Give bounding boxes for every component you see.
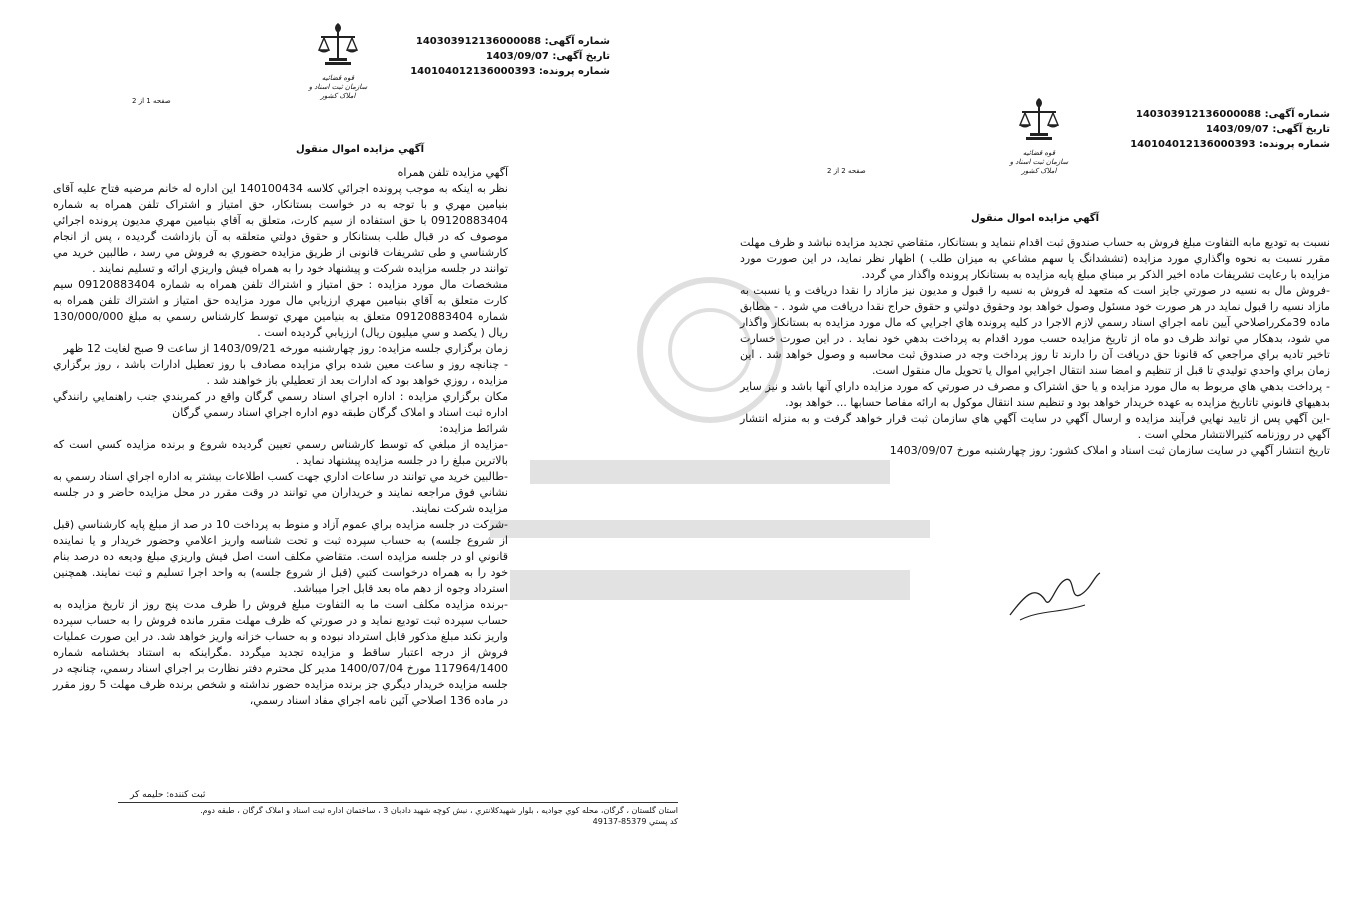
scales-of-justice-icon bbox=[1016, 95, 1062, 143]
scales-of-justice-icon bbox=[315, 20, 361, 68]
document-title: آگهي مزايده اموال منقول bbox=[295, 144, 425, 155]
announcement-body bbox=[53, 165, 508, 709]
paragraph: تاريخ انتشار آگهي در سايت سازمان ثبت اسناد و املاک كشور: روز چهارشنبه مورخ 1403/09/07 bbox=[889, 444, 1330, 457]
paragraph: -مزايده از مبلغي كه توسط كارشناس رسمي تعيين گرديده شروع و برنده مزايده كسي است كه بالاترين مبلغ را در جلسه مزايده پيشنهاد نمايد . bbox=[53, 438, 508, 467]
paragraph: -برنده مزايده مكلف است ما به التفاوت مبلغ فروش را ظرف مدت پنج روز از تاريخ مزايده به حساب سپرده ثبت توديع نمايد و در صورتي كه ظرف مهلت مقرر مانده فروش را به حساب سپرده واريز نكند مبلغ مذكور قابل استرداد نبوده و به حساب خزانه واريز خواهد شد. در اين صورت عمليات فروش از درجه اعتبار ساقط و مزايده تجديد ميگردد .مگراينكه به استناد بخشنامه شماره 117964/1400 مورخ 1400/07/04 مدير كل محترم دفتر نظارت بر اجراي اسناد رسمي، چنانچه در جلسه مزايده خريدار ديگري جز برنده مزايده حضور نداشته و شخص برنده ظرف مهلت 5 روز مقرر در ماده 136 اصلاحي آئين نامه اجراي مفاد اسناد رسمي، bbox=[53, 598, 508, 707]
announcement-body bbox=[740, 235, 1330, 459]
header-meta bbox=[1130, 107, 1330, 152]
paragraph: -فروش مال به نسيه در صورتي جايز است كه متعهد له فروش به نسيه را قبول و مديون نيز مازاد را نقدا دريافت و يا نسبت به مازاد نسيه را قبول نمايد در هر صورت خود مسئول وصول خواهد بود وحقوق دولتي و حقوق حراج نقدا دريافت مي شود . - مطابق ماده 39مكرراصلاحي آيين نامه اجراي اسناد رسمي لازم الاجرا در كليه پرونده هاي اجرايي كه مال مورد مزايده به بستانكار واگذار مي شود، بدهكار مي تواند ظرف دو ماه از تاريخ مزايده حسب مورد اقدام به پرداخت بدهي خود نمايد . در اين صورت خسارت تاخير تاديه براي مراجعي كه قانونا حق دريافت آن را دارند تا روز پرداخت وجه در صندوق ثبت محاسبه و وصول خواهد شد . اين زمان براي واحدي توليدي تا قبل از تنظيم و امضا سند انتقال اجرايي اموال يا تحويل مال منقول است. bbox=[740, 284, 1330, 377]
organization-name: سازمان ثبت اسناد و املاک کشور bbox=[308, 83, 368, 100]
ad-number: شماره آگهی: 140303912136000088 bbox=[1135, 109, 1330, 120]
paragraph: -طالبين خريد مي توانند در ساعات اداري جهت كسب اطلاعات بيشتر به اداره اجراي اسناد رسمي به نشاني فوق مراجعه نمايند و خريداران مي توانند در وقت مقرر در محل مزايده حاضر و در جلسه مزايده شركت نمايند. bbox=[53, 470, 508, 515]
ad-number: شماره آگهی: 140303912136000088 bbox=[415, 36, 610, 47]
judiciary-name: قوه قضائیه bbox=[1022, 149, 1056, 157]
emblem-caption bbox=[302, 74, 374, 101]
paragraph: شرائط مزايده: bbox=[439, 422, 508, 435]
paragraph: نسبت به توديع مابه التفاوت مبلغ فروش به حساب صندوق ثبت اقدام ننمايد و بستانكار، متقاضي تجديد مزايده نباشد و ظرف مهلت مقرر نسبت به نحوه واگذاري مورد مزايده (تششدانگ يا سهم مشاعي به ميزان طلب ) اظهار نظر نمايد، در اين صورت مورد مزايده با رعايت تشريفات ماده اخير الذكر بر مبناي مبلغ پايه مزايده به بستانكار پرونده واگذار مي گردد. bbox=[740, 236, 1330, 281]
organization-name: سازمان ثبت اسناد و املاک کشور bbox=[1009, 158, 1069, 175]
registrar: ثبت كننده: حليمه كر bbox=[130, 790, 206, 800]
document-title: آگهي مزايده اموال منقول bbox=[970, 213, 1100, 224]
paragraph: مكان برگزاري مزايده : اداره اجراي اسناد رسمي گرگان واقع در كمربندي جنب راهنمايي رانندگي اداره ثبت اسناد و املاک گرگان طبقه دوم اداره اجراي اسناد رسمي گرگان bbox=[53, 390, 508, 419]
postal-code: كد پستي 85379-49137 bbox=[592, 817, 678, 826]
announcement-page-2 bbox=[735, 95, 1335, 565]
paragraph: نظر به اینکه به موجب پرونده اجرائي كلاسه 140100434 این اداره له خانم مرضيه فتاح علیه آقای بنیامین مهري و با توجه به در خواست بستانكار، حق امتیاز و اشتراک تلفن همراه به شماره 09120883404 با حق استفاده از سيم كارت، متعلق به آقاي بنيامين مهري مديون پرونده اجرائي موصوف كه در قبال طلب بستانكار و حقوق دولتي متعلقه به آن بازداشت گرديده ، پس از انجام كارشناسي و طی تشریفات قانونی از طريق مزايده حضوري به فروش مي رسد ، طالبين خريد مي توانند در جلسه مزايده شركت و پيشنهاد خود را به همراه فيش واريزي ارائه و تسليم نمايند . bbox=[53, 182, 508, 275]
judiciary-emblem bbox=[1003, 95, 1075, 176]
handwritten-signature bbox=[1005, 565, 1105, 625]
announcement-page-1 bbox=[40, 20, 680, 900]
judiciary-emblem bbox=[302, 20, 374, 101]
ad-date: تاریخ آگهی: 1403/09/07 bbox=[1205, 124, 1330, 135]
address-line: استان گلستان ، گرگان، محله كوي جواديه ، بلوار شهيدكلانتري ، نبش كوچه شهيد دادبان 3 ، ساختمان اداره ثبت اسناد و املاک گرگان ، طبقه دوم. bbox=[200, 806, 678, 815]
header-meta bbox=[410, 34, 610, 79]
page-number: صفحه 1 از 2 bbox=[132, 97, 171, 105]
paragraph: - چنانچه روز و ساعت معين شده براي مزايده مصادف با روز تعطيل ادارات باشد ، روز برگزاري مزايده ، روزي خواهد بود كه ادارات بعد از تعطيلي باز خواهند شد . bbox=[53, 358, 508, 387]
page-number: صفحه 2 از 2 bbox=[827, 167, 866, 175]
file-number: شماره پرونده: 140104012136000393 bbox=[410, 66, 610, 77]
footer-divider bbox=[118, 802, 678, 803]
ad-date: تاریخ آگهی: 1403/09/07 bbox=[485, 51, 610, 62]
paragraph: آگهي مزايده تلفن همراه bbox=[397, 166, 508, 179]
judiciary-name: قوه قضائیه bbox=[321, 74, 355, 82]
paragraph: - پرداخت بدهي هاي مربوط به مال مورد مزايده و يا حق اشتراک و مصرف در صورتي كه مورد مزايده داراي آنها باشد و نيز ساير بدهيهاي قانوني تاتاريخ مزايده به عهده خريدار خواهد بود و تنظيم سند انتقال موكول به ارائه مفاصا حسابها ... خواهد بود. bbox=[740, 380, 1330, 409]
emblem-caption bbox=[1003, 149, 1075, 176]
office-address bbox=[118, 805, 678, 827]
paragraph: زمان برگزاري جلسه مزايده: روز چهارشنبه مورخه 1403/09/21 از ساعت 9 صبح لغايت 12 ظهر bbox=[63, 342, 508, 355]
paragraph: مشخصات مال مورد مزايده : حق امتياز و اشتراك تلفن همراه به شماره 09120883404 سيم كارت متعلق به آقاي بنيامين مهري ارزيابي مال مورد مزايده حق امتياز و اشتراك تلفن همراه به شماره 09120883404 متعلق به بنيامين مهري توسط كارشناس رسمي به مبلغ 130/000/000 ريال ( يكصد و سي ميليون ريال) ارزيابي گرديده است . bbox=[53, 278, 509, 339]
paragraph: -اين آگهي پس از تاييد نهايي فرآيند مزايده و ارسال آگهي در سايت آگهي هاي سازمان ثبت قرار خواهد گرفت و به منزله انتشار آگهي در روزنامه كثيرالانتشار محلي است . bbox=[740, 412, 1330, 441]
file-number: شماره پرونده: 140104012136000393 bbox=[1130, 139, 1330, 150]
paragraph: -شركت در جلسه مزايده براي عموم آزاد و منوط به پرداخت 10 در صد از مبلغ پايه كارشناسي (قبل از شروع جلسه) به حساب سپرده ثبت و تحت شناسه واريز اعلامي وحضور خريدار و يا نماينده قانوني او در جلسه مزايده است. متقاضي مكلف است اصل فيش واريزي مبلغ وديعه ده درصد بنام خود را به همراه درخواست كتبي (قبل از شروع جلسه) به واحد اجرا تسليم و ثبت نمايند. همچنين استرداد وجوه از دهم ماه بعد قابل اجرا ميباشد. bbox=[53, 518, 509, 595]
